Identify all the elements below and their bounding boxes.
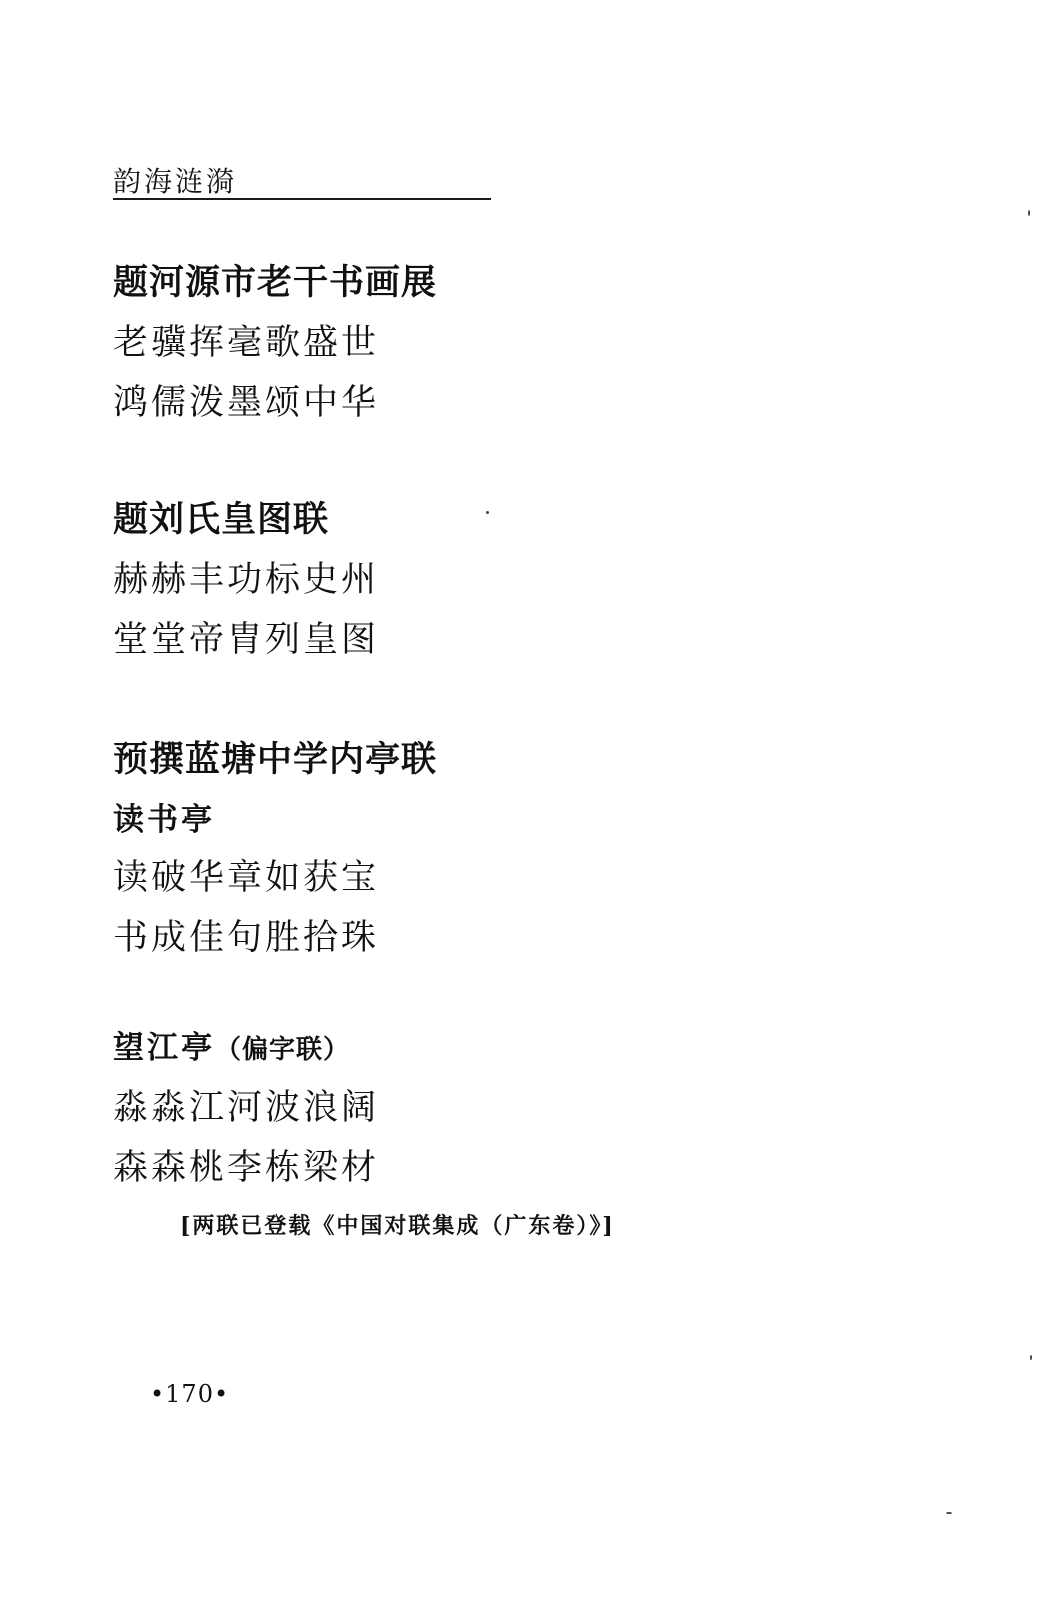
couplet-line-upper: 老骥挥毫歌盛世	[113, 323, 380, 363]
section-1	[113, 264, 437, 422]
couplet-line-lower: 书成佳句胜拾珠	[113, 918, 380, 958]
subsection-title	[113, 1031, 437, 1067]
couplet-line-lower: 鸿儒泼墨颂中华	[113, 383, 380, 423]
subsection-name: 望江亭	[113, 1030, 215, 1066]
couplet-line-upper: 赫赫丰功标史州	[113, 560, 380, 600]
page-number-bullet-left: •	[150, 1380, 166, 1408]
scan-speck	[1028, 210, 1030, 216]
scan-speck	[946, 1512, 952, 1514]
section-title: 题河源市老干书画展	[113, 263, 438, 303]
subsection-note: （偏字联）	[215, 1035, 351, 1065]
section-3	[113, 741, 437, 1187]
section-title: 题刘氏皇图联	[113, 500, 330, 540]
subsection-title: 读书亭	[113, 802, 215, 838]
footnote: [两联已登载《中国对联集成（广东卷）》]	[180, 1213, 615, 1239]
couplet-line-upper: 淼淼江河波浪阔	[113, 1088, 380, 1128]
page-number-value: 170	[165, 1380, 214, 1408]
couplet-line-lower: 森森桃李栋梁材	[113, 1148, 380, 1188]
header-rule	[113, 198, 491, 200]
section-title: 预撰蓝塘中学内亭联	[113, 740, 438, 780]
couplet-line-upper: 读破华章如获宝	[113, 858, 380, 898]
running-head: 韵海涟漪	[113, 165, 238, 198]
page-number	[150, 1380, 229, 1408]
section-2	[113, 501, 379, 659]
page-number-bullet-right: •	[213, 1380, 230, 1408]
scan-speck	[1030, 1355, 1032, 1360]
couplet-line-lower: 堂堂帝胄列皇图	[113, 620, 380, 660]
scan-speck	[486, 511, 489, 514]
